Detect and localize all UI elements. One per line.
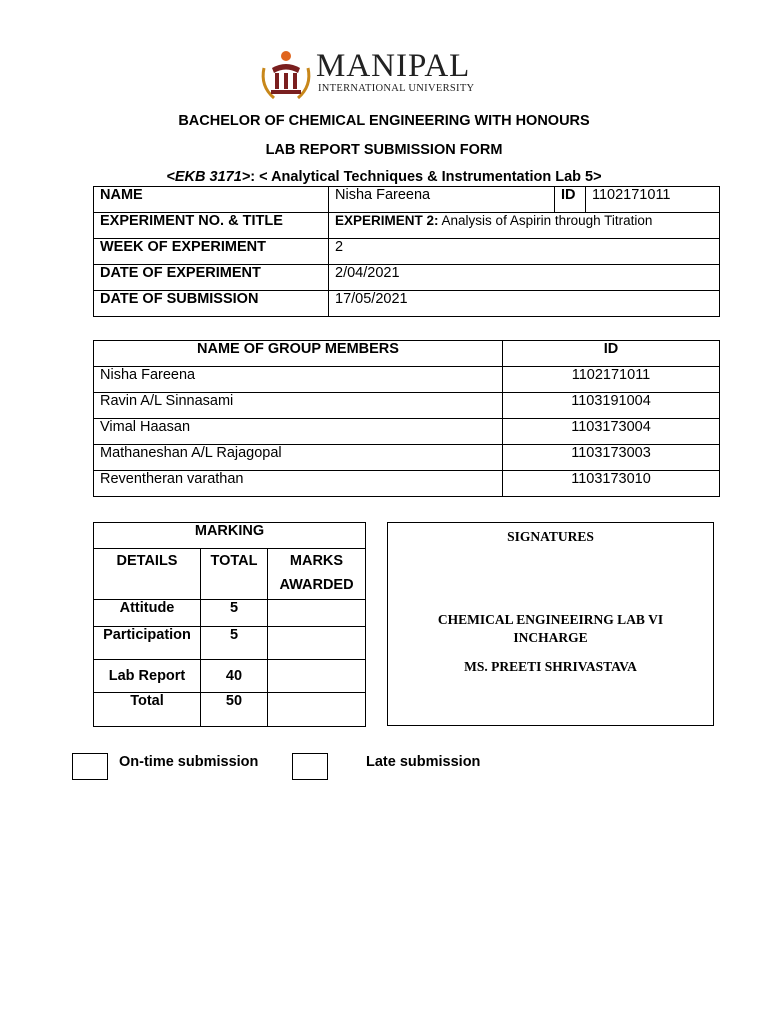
marking-table — [93, 522, 366, 727]
member-name: Nisha Fareena — [94, 367, 503, 393]
table-row — [94, 693, 366, 727]
marking-total: 5 — [201, 627, 268, 660]
date-submission-label: DATE OF SUBMISSION — [94, 291, 329, 317]
marking-detail: Attitude — [94, 600, 201, 627]
week-value: 2 — [329, 239, 720, 265]
experiment-label: EXPERIMENT NO. & TITLE — [94, 213, 329, 239]
table-row — [94, 600, 366, 627]
university-logo — [258, 46, 488, 108]
member-name: Reventheran varathan — [94, 471, 503, 497]
student-info-table — [93, 186, 720, 317]
table-row — [94, 213, 720, 239]
marking-title-row — [94, 523, 366, 549]
group-members-table — [93, 340, 720, 497]
id-label: ID — [555, 187, 586, 213]
date-experiment-value: 2/04/2021 — [329, 265, 720, 291]
member-id: 1103173010 — [503, 471, 720, 497]
degree-title: BACHELOR OF CHEMICAL ENGINEERING WITH HONOURS — [178, 113, 590, 129]
incharge-name: MS. PREETI SHRIVASTAVA — [464, 659, 637, 674]
marks-header-line1: MARKS — [289, 553, 344, 569]
table-row — [94, 393, 720, 419]
name-value: Nisha Fareena — [329, 187, 555, 213]
details-header: DETAILS — [94, 549, 201, 600]
incharge-role-line1: CHEMICAL ENGINEEIRNG LAB VI — [437, 612, 664, 627]
member-id: 1103173004 — [503, 419, 720, 445]
total-header: TOTAL — [201, 549, 268, 600]
group-id-header: ID — [503, 341, 720, 367]
date-submission-value: 17/05/2021 — [329, 291, 720, 317]
marks-awarded-header — [268, 549, 366, 600]
manipal-emblem-icon — [258, 46, 314, 108]
marking-awarded[interactable] — [268, 660, 366, 693]
member-id: 1102171011 — [503, 367, 720, 393]
week-label: WEEK OF EXPERIMENT — [94, 239, 329, 265]
table-header-row — [94, 341, 720, 367]
table-row — [94, 239, 720, 265]
table-row — [94, 265, 720, 291]
late-submission-checkbox[interactable] — [292, 753, 328, 780]
experiment-value — [329, 213, 720, 239]
member-name: Vimal Haasan — [94, 419, 503, 445]
marking-awarded[interactable] — [268, 627, 366, 660]
table-row — [94, 291, 720, 317]
table-row — [94, 419, 720, 445]
brand-subtitle: INTERNATIONAL UNIVERSITY — [318, 83, 475, 94]
member-id: 1103191004 — [503, 393, 720, 419]
member-name: Mathaneshan A/L Rajagopal — [94, 445, 503, 471]
experiment-title: Analysis of Aspirin through Titration — [438, 213, 653, 228]
course-code: <EKB 3171> — [166, 169, 251, 185]
signatures-title: SIGNATURES — [507, 529, 594, 544]
marking-detail: Lab Report — [94, 660, 201, 693]
table-row — [94, 367, 720, 393]
incharge-role-line2: INCHARGE — [513, 630, 588, 645]
table-row — [94, 445, 720, 471]
marking-total: 40 — [201, 660, 268, 693]
marks-header-line2: AWARDED — [279, 577, 354, 593]
table-row — [94, 187, 720, 213]
table-row — [94, 660, 366, 693]
marking-total: 50 — [201, 693, 268, 727]
late-submission-label: Late submission — [366, 754, 481, 770]
table-row — [94, 627, 366, 660]
marking-header-row — [94, 549, 366, 600]
form-title: LAB REPORT SUBMISSION FORM — [265, 142, 503, 158]
ontime-submission-checkbox[interactable] — [72, 753, 108, 780]
marking-awarded[interactable] — [268, 693, 366, 727]
course-title — [0, 169, 768, 185]
brand-name: MANIPAL — [316, 48, 471, 84]
member-name: Ravin A/L Sinnasami — [94, 393, 503, 419]
course-name: : < Analytical Techniques & Instrumentation Lab 5> — [250, 169, 602, 185]
signatures-box — [387, 522, 714, 726]
marking-detail: Participation — [94, 627, 201, 660]
marking-detail: Total — [94, 693, 201, 727]
group-name-header: NAME OF GROUP MEMBERS — [94, 341, 503, 367]
marking-title: MARKING — [94, 523, 366, 549]
experiment-number: EXPERIMENT 2: — [335, 213, 439, 228]
marking-total: 5 — [201, 600, 268, 627]
ontime-submission-label: On-time submission — [119, 754, 259, 770]
member-id: 1103173003 — [503, 445, 720, 471]
marking-awarded[interactable] — [268, 600, 366, 627]
id-value: 1102171011 — [586, 187, 720, 213]
table-row — [94, 471, 720, 497]
date-experiment-label: DATE OF EXPERIMENT — [94, 265, 329, 291]
name-label: NAME — [94, 187, 329, 213]
